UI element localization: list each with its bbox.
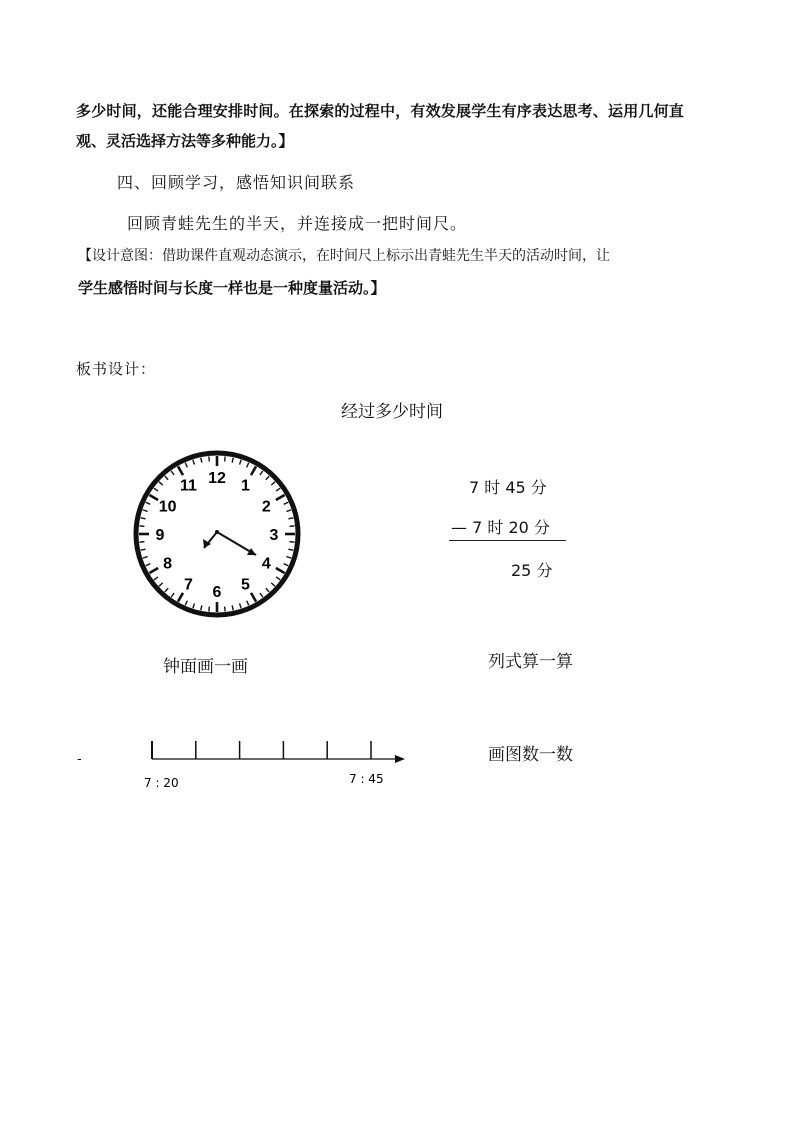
clock-number: 7 xyxy=(184,576,193,594)
stray-mark: - xyxy=(77,752,82,767)
minute-tick xyxy=(225,607,226,612)
calc-minuend: 7 时 45 分 xyxy=(469,478,547,497)
design-intent-line-2: 学生感悟时间与长度一样也是一种度量活动。】 xyxy=(78,279,386,297)
minute-tick xyxy=(225,456,226,461)
calc-caption: 列式算一算 xyxy=(488,652,573,672)
clock-number: 10 xyxy=(158,498,177,516)
timeline-start-label: 7 : 20 xyxy=(144,776,179,790)
clock-number: 1 xyxy=(241,477,250,495)
clock-center xyxy=(215,530,219,534)
design-intent-line-1: 【设计意图：借助课件直观动态演示，在时间尺上标示出青蛙先生半天的活动时间，让 xyxy=(78,248,610,264)
minute-tick xyxy=(209,456,210,461)
clock-number: 11 xyxy=(180,477,197,495)
timeline-arrow xyxy=(395,755,405,763)
timeline xyxy=(140,735,410,795)
clock-number: 8 xyxy=(163,555,173,573)
timeline-caption: 画图数一数 xyxy=(488,745,573,765)
clock-number: 12 xyxy=(208,470,226,487)
section-heading: 四、回顾学习，感悟知识间联系 xyxy=(117,173,356,192)
clock-number: 6 xyxy=(212,584,222,601)
clock-caption: 钟面画一画 xyxy=(163,657,248,677)
board-design-label: 板书设计： xyxy=(76,360,157,378)
minute-tick xyxy=(290,542,295,543)
board-title: 经过多少时间 xyxy=(341,402,443,422)
minute-tick xyxy=(290,526,295,527)
section-body: 回顾青蛙先生的半天，并连接成一把时间尺。 xyxy=(127,214,468,233)
paragraph-line-1: 多少时间，还能合理安排时间。在探索的过程中，有效发展学生有序表达思考、运用几何直 xyxy=(76,102,685,120)
paragraph-line-2: 观、灵活选择方法等多种能力。】 xyxy=(76,132,294,150)
calc-subtrahend: — 7 时 20 分 xyxy=(451,518,550,537)
clock-face xyxy=(132,449,302,619)
calc-result: 25 分 xyxy=(511,561,553,580)
minute-tick xyxy=(139,526,144,527)
timeline-end-label: 7 : 45 xyxy=(349,772,384,786)
calc-divider xyxy=(449,540,566,541)
clock-number: 4 xyxy=(261,555,271,573)
clock-number: 2 xyxy=(261,498,271,516)
clock-number: 3 xyxy=(269,527,279,544)
clock-number: 5 xyxy=(241,576,250,594)
minute-tick xyxy=(139,542,144,543)
clock-number: 9 xyxy=(155,527,165,544)
minute-tick xyxy=(209,607,210,612)
